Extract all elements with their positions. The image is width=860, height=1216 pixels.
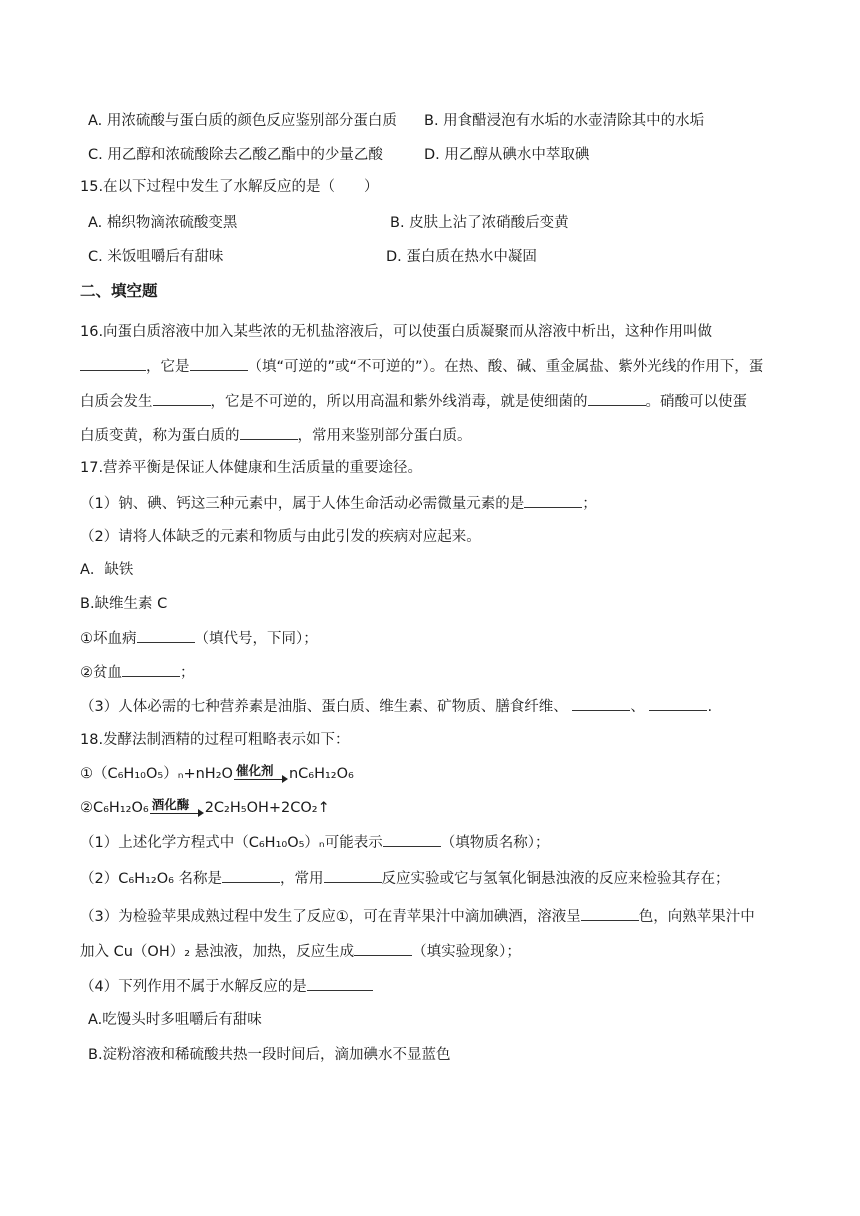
q17-item-a: A．缺铁 <box>80 562 134 578</box>
q18-option-a: A.吃馒头时多咀嚼后有甜味 <box>88 1012 262 1028</box>
q17-disease-2: ②贫血 ； <box>80 662 195 683</box>
q15-option-c: C. 米饭咀嚼后有甜味 <box>88 249 224 265</box>
answer-blank[interactable] <box>80 356 146 371</box>
reaction-arrow <box>150 798 204 818</box>
answer-blank[interactable] <box>524 493 582 508</box>
arrow-condition: 酒化酶 <box>151 797 190 812</box>
q18-part-1: （1）上述化学方程式中（C₆H₁₀O₅）ₙ可能表示 （填物质名称）； <box>80 832 549 853</box>
q14-option-b: B. 用食醋浸泡有水垢的水壶清除其中的水垢 <box>424 113 705 129</box>
q18-part-4: （4）下列作用不属于水解反应的是 <box>80 976 373 997</box>
answer-blank[interactable] <box>581 906 639 921</box>
q17-part-1: （1）钠、碘、钙这三种元素中，属于人体生命活动必需微量元素的是 ； <box>80 493 597 514</box>
section-title: 二、填空题 <box>80 282 158 300</box>
answer-blank[interactable] <box>649 696 707 711</box>
reaction-arrow <box>234 764 288 784</box>
answer-blank[interactable] <box>588 391 646 406</box>
q17-part-3: （3）人体必需的七种营养素是油脂、蛋白质、维生素、矿物质、膳食纤维、 、 . <box>80 696 712 717</box>
answer-blank[interactable] <box>222 868 280 883</box>
reaction-1: ①（C₆H₁₀O₅）ₙ+nH₂O 催化剂 nC₆H₁₂O₆ <box>80 763 354 782</box>
reaction-2: ②C₆H₁₂O₆ 酒化酶 2C₂H₅OH+2CO₂↑ <box>80 797 330 816</box>
q16-line-1: 16.向蛋白质溶液中加入某些浓的无机盐溶液后，可以使蛋白质凝聚而从溶液中析出，这种作用叫做 <box>80 324 713 340</box>
answer-blank[interactable] <box>240 425 298 440</box>
arrow-condition: 催化剂 <box>235 763 274 778</box>
q18-stem: 18.发酵法制酒精的过程可粗略表示如下： <box>80 732 350 748</box>
q14-option-d: D. 用乙醇从碘水中萃取碘 <box>424 147 590 163</box>
q15-option-a: A. 棉织物滴浓硫酸变黑 <box>88 215 238 231</box>
answer-blank[interactable] <box>122 662 180 677</box>
answer-blank[interactable] <box>354 941 412 956</box>
answer-blank[interactable] <box>324 868 382 883</box>
q18-part-3-cont: 加入 Cu（OH）₂ 悬浊液，加热，反应生成 （填实验现象）； <box>80 941 521 962</box>
q14-option-a: A. 用浓硫酸与蛋白质的颜色反应鉴别部分蛋白质 <box>88 113 397 129</box>
q16-line-4: 白质变黄，称为蛋白质的 ，常用来鉴别部分蛋白质。 <box>80 425 472 446</box>
answer-blank[interactable] <box>190 356 248 371</box>
answer-blank[interactable] <box>153 391 211 406</box>
q17-stem: 17.营养平衡是保证人体健康和生活质量的重要途径。 <box>80 460 423 476</box>
q18-option-b: B.淀粉溶液和稀硫酸共热一段时间后，滴加碘水不显蓝色 <box>88 1047 451 1063</box>
answer-blank[interactable] <box>307 976 373 991</box>
answer-blank[interactable] <box>137 628 195 643</box>
q18-part-3: （3）为检验苹果成熟过程中发生了反应①，可在青苹果汁中滴加碘酒，溶液呈 色，向熟苹果汁中 <box>80 906 755 927</box>
q15-option-d: D. 蛋白质在热水中凝固 <box>386 249 537 265</box>
q16-line-2: ，它是 （填“可逆的”或“不可逆的”）。在热、酸、碱、重金属盐、紫外光线的作用下，蛋 <box>80 356 763 377</box>
q15-option-b: B. 皮肤上沾了浓硝酸后变黄 <box>390 215 569 231</box>
q16-line-3: 白质会发生 ，它是不可逆的，所以用高温和紫外线消毒，就是使细菌的 。硝酸可以使蛋 <box>80 391 747 412</box>
answer-blank[interactable] <box>572 696 630 711</box>
q18-part-2: （2）C₆H₁₂O₆ 名称是 ，常用 反应实验或它与氢氧化铜悬浊液的反应来检验其存在； <box>80 868 730 889</box>
q17-disease-1: ①坏血病 （填代号，下同）； <box>80 628 318 649</box>
answer-blank[interactable] <box>383 832 441 847</box>
q14-option-c: C. 用乙醇和浓硫酸除去乙酸乙酯中的少量乙酸 <box>88 147 383 163</box>
q15-stem: 15.在以下过程中发生了水解反应的是（ ） <box>80 179 379 195</box>
q17-item-b: B.缺维生素 C <box>80 596 168 612</box>
q17-part-2: （2）请将人体缺乏的元素和物质与由此引发的疾病对应起来。 <box>80 529 481 545</box>
